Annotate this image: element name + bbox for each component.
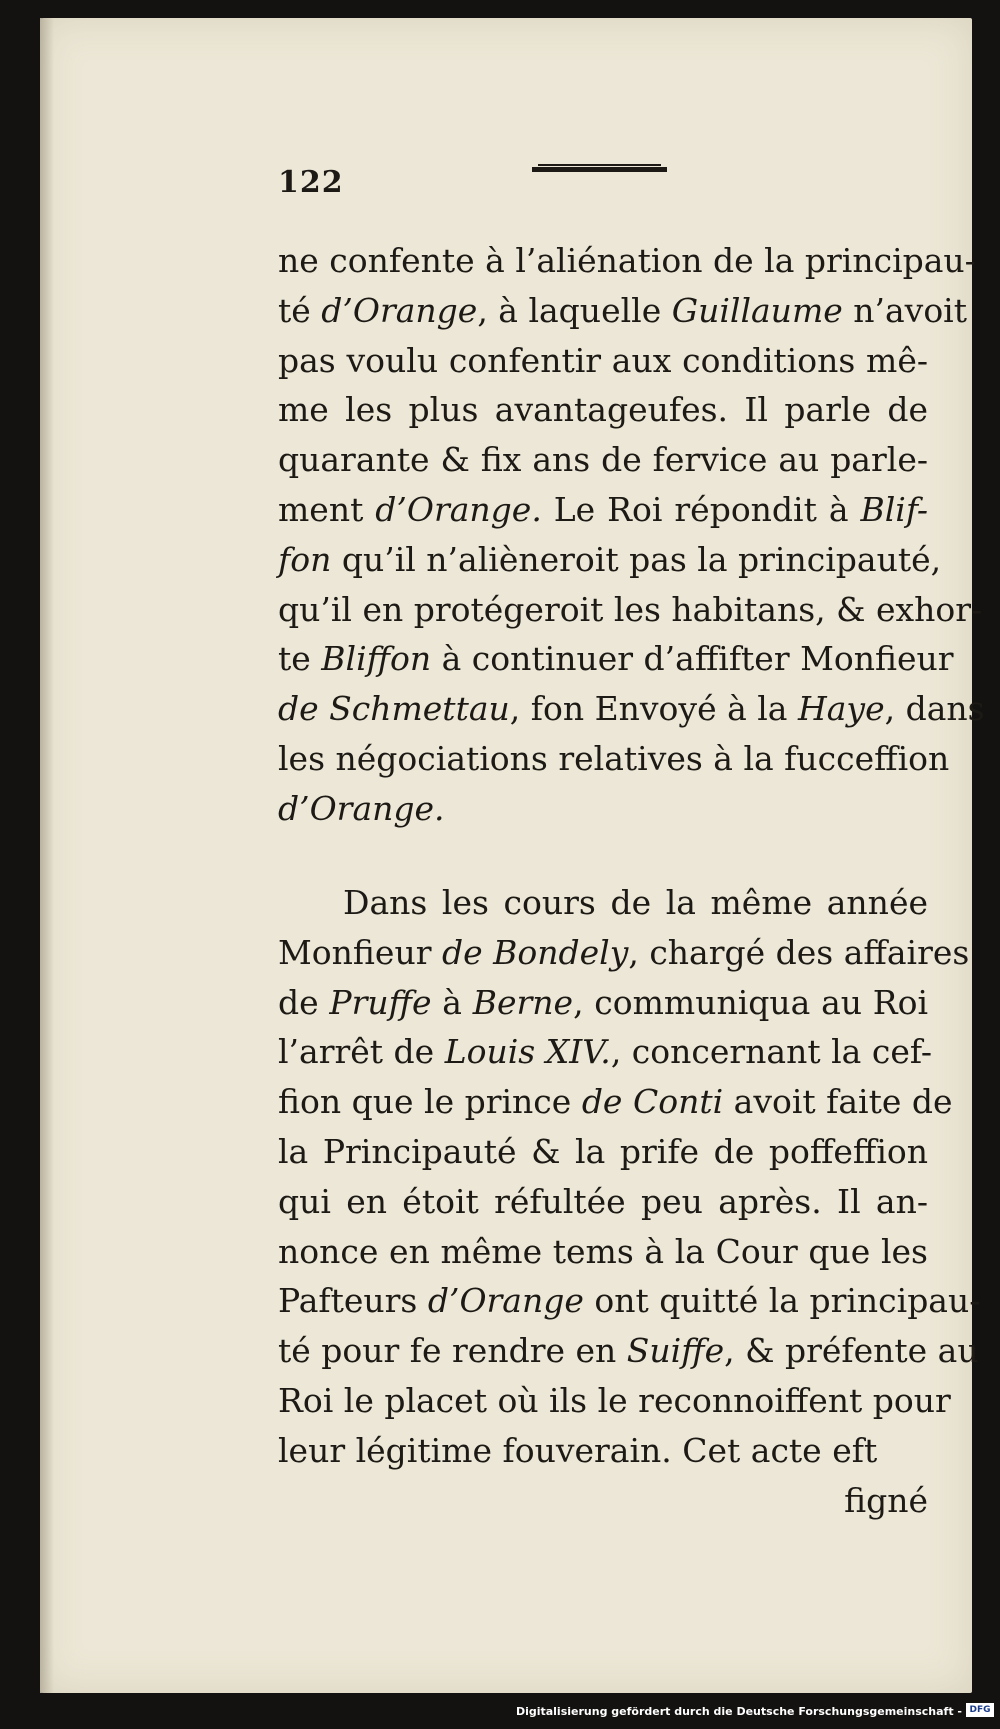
italic-text: de Bondely <box>441 932 629 972</box>
text-line <box>278 634 954 684</box>
text-run: ne confente à l’aliénation de la principau- <box>278 241 976 280</box>
text-run: te <box>278 639 322 679</box>
italic-text: Pruffe <box>329 982 432 1022</box>
text-run: leur légitime fouverain. Cet acte eft <box>278 1430 878 1470</box>
text-run: à continuer d’affifter Monfieur <box>431 639 954 679</box>
header-rule-thick <box>532 167 667 172</box>
text-run: , communiqua au Roi <box>573 982 929 1022</box>
paragraph-1 <box>278 236 985 834</box>
text-run: me les plus avantageufes. Il parle de <box>278 390 928 430</box>
text-line <box>278 1376 951 1426</box>
text-line <box>278 236 976 286</box>
text-run: ont quitté la principau- <box>583 1281 981 1321</box>
text-run: qu’il n’alièneroit pas la principauté, <box>331 539 942 579</box>
text-line <box>278 1326 979 1376</box>
catchword: figné <box>844 1481 928 1520</box>
text-line <box>278 734 950 784</box>
text-run: Pafteurs <box>278 1281 428 1321</box>
text-line <box>278 286 967 336</box>
italic-text: d’Orange <box>427 1281 584 1321</box>
italic-text: Haye <box>797 689 885 729</box>
text-run: Roi le placet où ils le reconnoiffent pour <box>278 1380 951 1420</box>
italic-text: de Schmettau <box>278 689 510 729</box>
italic-text: Berne <box>472 982 574 1022</box>
text-run: fion que le prince <box>278 1082 582 1122</box>
text-line <box>278 585 983 635</box>
text-line <box>278 1426 928 1476</box>
text-run: ment <box>278 489 376 529</box>
text-line <box>278 928 970 978</box>
italic-text: d’Orange. <box>278 788 445 828</box>
text-run: , concernant la cef- <box>610 1032 933 1072</box>
text-run: la Principauté & la prife de poffeffion <box>278 1131 928 1171</box>
text-run: , chargé des affaires <box>628 932 970 972</box>
catchword-block <box>278 1476 928 1526</box>
italic-text: de Conti <box>581 1082 724 1122</box>
text-run: à <box>431 982 473 1022</box>
text-run: pas voulu confentir aux conditions mê- <box>278 340 928 380</box>
text-line <box>278 1027 933 1077</box>
page-number: 122 <box>278 165 344 200</box>
header-ornament-rule <box>532 164 667 174</box>
italic-text: Blif- <box>860 489 929 529</box>
dfg-logo: DFG <box>966 1703 994 1717</box>
page-spine-shadow <box>40 18 54 1693</box>
italic-text: d’Orange. <box>375 489 542 529</box>
digitization-credit: Digitalisierung gefördert durch die Deutsche Forschungsgemeinschaft - <box>515 1705 962 1718</box>
text-run: Dans les cours de la même année <box>343 883 928 922</box>
text-run: Monfieur <box>278 932 442 972</box>
text-run: , & préfente au <box>724 1331 979 1371</box>
text-run: avoit faite de <box>723 1082 953 1122</box>
italic-text: Guillaume <box>671 290 843 330</box>
italic-text: Louis XIV. <box>444 1032 611 1072</box>
text-line <box>278 1177 928 1227</box>
text-run: nonce en même tems à la Cour que les <box>278 1231 928 1271</box>
text-line <box>278 485 928 535</box>
text-line <box>278 978 928 1028</box>
text-line <box>278 336 928 386</box>
text-run: té pour fe rendre en <box>278 1331 627 1371</box>
text-run: , fon Envoyé à la <box>509 689 798 729</box>
text-run: n’avoit <box>842 290 967 330</box>
text-run: Le Roi répondit à <box>541 489 861 529</box>
text-run: de <box>278 982 330 1022</box>
italic-text: Bliffon <box>321 639 432 679</box>
text-run: qu’il en protégeroit les habitans, & exhor- <box>278 589 983 629</box>
text-line <box>278 1227 928 1277</box>
text-line <box>278 1077 953 1127</box>
text-line <box>278 435 928 485</box>
text-run: , dans <box>884 689 985 729</box>
text-run: , à laquelle <box>477 290 672 330</box>
text-line <box>278 1127 928 1177</box>
paragraph-2 <box>278 878 981 1476</box>
italic-text: d’Orange <box>321 290 478 330</box>
text-line <box>278 878 928 928</box>
text-run: qui en étoit réfultée peu après. Il an- <box>278 1181 928 1221</box>
italic-text: fon <box>278 539 332 579</box>
text-line <box>278 385 928 435</box>
text-run: quarante & fix ans de fervice au parle- <box>278 440 928 480</box>
text-line <box>278 535 942 585</box>
text-run: les négociations relatives à la fucceffion <box>278 738 950 778</box>
italic-text: Suiffe <box>626 1331 725 1371</box>
text-line <box>278 784 928 834</box>
text-line <box>278 1276 981 1326</box>
header-rule-thin <box>538 164 661 166</box>
text-run: l’arrêt de <box>278 1032 445 1072</box>
text-run: té <box>278 290 322 330</box>
text-line <box>278 684 985 734</box>
